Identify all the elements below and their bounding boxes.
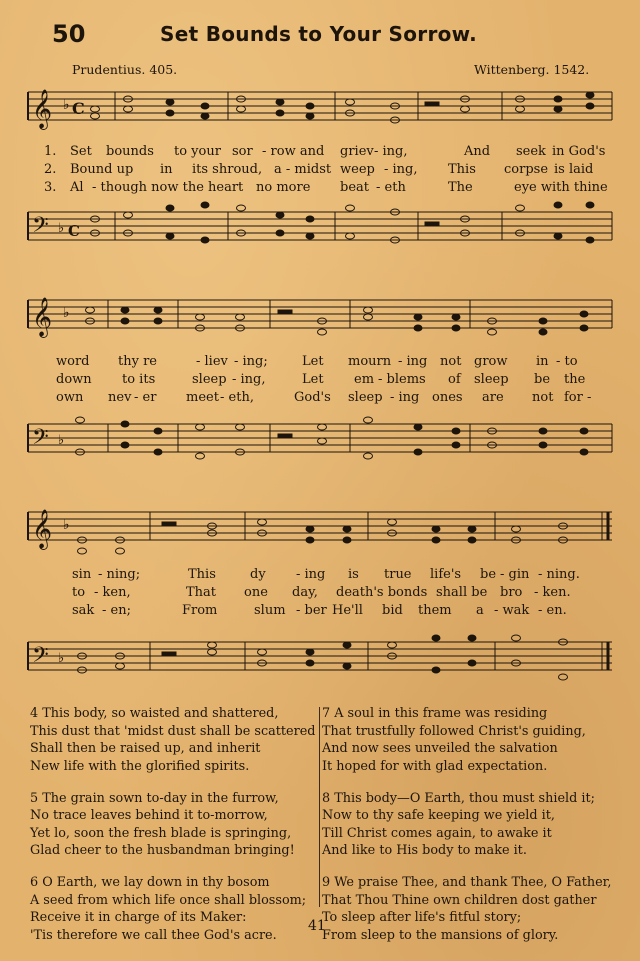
stanza-6 — [30, 874, 320, 944]
lyric-syllable: beat — [340, 180, 369, 195]
lyric-syllable: in God's — [552, 144, 606, 159]
lyric-syllable: - ken, — [94, 585, 131, 600]
lyric-line-3-verse-3 — [72, 603, 627, 621]
verse-number: 3. — [44, 180, 57, 195]
lyric-syllable: From — [182, 603, 218, 618]
lyric-syllable: sleep — [474, 372, 509, 387]
lyric-syllable: This — [188, 567, 216, 582]
stanza-line: Now to thy safe keeping we yield it, — [322, 808, 555, 823]
lyric-syllable: sleep — [348, 390, 383, 405]
lyric-syllable: This — [448, 162, 476, 177]
svg-text:𝄞: 𝄞 — [32, 297, 53, 337]
lyric-syllable: - row and — [262, 144, 325, 159]
lyric-syllable: And — [464, 144, 491, 159]
svg-text:♭: ♭ — [58, 221, 65, 236]
stanza-line: Yet lo, soon the fresh blade is springing, — [30, 825, 292, 841]
lyric-syllable: - ning. — [538, 567, 580, 582]
stanza-line: No trace leaves behind it to-morrow, — [30, 808, 268, 823]
stanza-line: 8 This body—O Earth, thou must shield it; — [322, 790, 595, 806]
stanza-line: 9 We praise Thee, and thank Thee, O Father, — [322, 875, 612, 890]
lyric-syllable: the — [564, 372, 586, 387]
lyric-line-1-verse-1 — [44, 144, 624, 162]
stanza-8 — [322, 790, 622, 860]
lyric-syllable: death's bonds — [336, 585, 428, 600]
lyric-syllable: life's — [430, 567, 462, 582]
lyric-syllable: Set — [70, 144, 92, 159]
lyric-syllable: thy re — [118, 354, 157, 369]
lyric-syllable: - liev — [196, 354, 228, 369]
lyric-syllable: - ing, — [232, 372, 266, 387]
treble-staff-system-3 — [0, 502, 640, 562]
lyric-syllable: seek — [516, 144, 546, 159]
svg-text:𝄢: 𝄢 — [32, 213, 49, 243]
svg-text:𝄢: 𝄢 — [32, 643, 49, 673]
stanza-line: That trustfully followed Christ's guiding, — [322, 723, 586, 739]
lyric-syllable: is laid — [554, 162, 594, 177]
author-credit: Prudentius. 405. — [72, 62, 178, 77]
hymn-title: Set Bounds to Your Sorrow. — [160, 22, 478, 46]
lyric-syllable: to your — [174, 144, 221, 159]
stanza-line: 4 This body, so waisted and shattered, — [30, 706, 279, 721]
lyric-syllable: day, — [292, 585, 318, 600]
bass-staff-system-1 — [0, 198, 640, 254]
lyric-syllable: dy — [250, 567, 266, 582]
lyric-syllable: sor — [232, 144, 253, 159]
lyric-syllable: - ber — [296, 603, 327, 618]
lyric-syllable: bro — [500, 585, 523, 600]
stanza-line: 5 The grain sown to-day in the furrow, — [30, 790, 279, 806]
verse-number: 2. — [44, 162, 57, 177]
stanza-7 — [322, 705, 622, 775]
svg-text:C: C — [72, 99, 85, 118]
lyric-syllable: meet — [186, 390, 219, 405]
lyric-syllable: not — [532, 390, 554, 405]
lyric-syllable: - eth, — [220, 390, 254, 405]
stanza-line: Shall then be raised up, and inherit — [30, 741, 261, 756]
stanza-line: 'Tis therefore we call thee God's acre. — [30, 927, 277, 943]
lyric-line-2-verse-2 — [56, 372, 626, 390]
stanza-line: Till Christ comes again, to awake it — [322, 825, 552, 841]
hymn-number: 50 — [52, 20, 86, 48]
lyric-syllable: Let — [302, 372, 324, 387]
lyric-syllable: Bound up — [70, 162, 134, 177]
stanza-line: This dust that 'midst dust shall be scattered — [30, 723, 316, 739]
lyric-syllable: - to — [556, 354, 578, 369]
stanza-line: 6 O Earth, we lay down in thy bosom — [30, 875, 270, 890]
lyric-syllable: - ing — [296, 567, 326, 582]
lyric-syllable: be — [480, 567, 497, 582]
stanza-line: Receive it in charge of its Maker: — [30, 910, 247, 925]
lyric-syllable: shall be — [436, 585, 488, 600]
lyric-syllable: are — [482, 390, 504, 405]
lyric-syllable: one — [244, 585, 268, 600]
lyric-syllable: The — [448, 180, 473, 195]
stanza-line: It hoped for with glad expectation. — [322, 758, 548, 774]
tune-credit: Wittenberg. 1542. — [474, 62, 590, 77]
lyric-syllable: - ken. — [534, 585, 571, 600]
lyric-syllable: not — [440, 354, 462, 369]
lyric-syllable: of — [448, 372, 461, 387]
stanza-line: 7 A soul in this frame was residing — [322, 706, 548, 721]
bass-staff-system-3 — [0, 620, 640, 692]
svg-text:♭: ♭ — [58, 651, 65, 666]
verse-number: 1. — [44, 144, 57, 159]
lyric-syllable: - ing — [398, 354, 428, 369]
lyric-syllable: down — [56, 372, 92, 387]
lyric-syllable: That — [186, 585, 217, 600]
lyric-syllable: to — [72, 585, 86, 600]
stanza-line: From sleep to the mansions of glory. — [322, 927, 559, 943]
lyric-line-3-verse-2 — [72, 585, 627, 603]
lyric-line-2-verse-3 — [56, 390, 626, 408]
lyric-syllable: own — [56, 390, 84, 405]
lyric-syllable: in — [536, 354, 549, 369]
lyric-syllable: a - midst — [274, 162, 332, 177]
lyric-syllable: sleep — [192, 372, 227, 387]
lyric-syllable: Let — [302, 354, 324, 369]
treble-staff-system-2 — [0, 290, 640, 350]
bass-staff-system-2 — [0, 408, 640, 474]
lyric-syllable: - en; — [102, 603, 131, 618]
svg-text:♭: ♭ — [58, 433, 65, 448]
lyric-syllable: for - — [564, 390, 592, 405]
svg-text:C: C — [68, 222, 80, 240]
lyric-syllable: - ing; — [234, 354, 268, 369]
stanza-line: And now sees unveiled the salvation — [322, 741, 558, 756]
svg-text:𝄞: 𝄞 — [32, 89, 53, 129]
lyric-syllable: God's — [294, 390, 331, 405]
lyric-syllable: to its — [122, 372, 156, 387]
lyric-line-3-verse-1 — [72, 567, 627, 585]
lyric-syllable: weep — [340, 162, 375, 177]
lyric-syllable: its shroud, — [192, 162, 263, 177]
lyric-syllable: is — [348, 567, 359, 582]
page-number: 41 — [308, 918, 326, 934]
lyric-syllable: nev — [108, 390, 132, 405]
stanzas-left-column — [30, 705, 320, 959]
lyric-syllable: em — [354, 372, 375, 387]
stanza-4 — [30, 705, 320, 775]
lyric-syllable: - ning; — [98, 567, 141, 582]
lyric-line-1-verse-2 — [44, 162, 624, 180]
lyric-syllable: bid — [382, 603, 403, 618]
lyric-syllable: no more — [256, 180, 311, 195]
lyric-syllable: ones — [432, 390, 463, 405]
lyric-syllable: sak — [72, 603, 95, 618]
stanza-line: A seed from which life once shall blossom; — [30, 892, 307, 908]
svg-text:♭: ♭ — [63, 517, 70, 533]
lyric-syllable: word — [56, 354, 90, 369]
stanza-line: To sleep after life's fitful story; — [322, 910, 522, 925]
lyric-syllable: - gin — [500, 567, 530, 582]
svg-text:♭: ♭ — [63, 305, 70, 321]
stanza-line: And like to His body to make it. — [322, 843, 527, 858]
lyric-syllable: sin — [72, 567, 92, 582]
lyric-syllable: - ing — [390, 390, 420, 405]
lyric-syllable: He'll — [332, 603, 363, 618]
svg-text:♭: ♭ — [63, 97, 70, 113]
lyric-syllable: - ing, — [384, 162, 418, 177]
lyric-syllable: - wak — [494, 603, 530, 618]
lyric-syllable: a — [476, 603, 484, 618]
svg-text:𝄞: 𝄞 — [32, 509, 53, 549]
lyric-line-2-verse-1 — [56, 354, 626, 372]
lyric-syllable: - though now the heart — [92, 180, 244, 195]
lyric-syllable: them — [418, 603, 452, 618]
lyric-syllable: bounds — [106, 144, 154, 159]
stanza-line: That Thou Thine own children dost gather — [322, 892, 597, 908]
lyric-syllable: slum — [254, 603, 286, 618]
lyric-syllable: eye with thine — [514, 180, 608, 195]
lyric-syllable: true — [384, 567, 412, 582]
stanza-9 — [322, 874, 622, 944]
lyric-syllable: - blems — [378, 372, 426, 387]
stanza-5 — [30, 790, 320, 860]
lyric-syllable: in — [160, 162, 173, 177]
lyric-syllable: mourn — [348, 354, 392, 369]
lyric-syllable: - ing, — [374, 144, 408, 159]
lyric-syllable: - er — [134, 390, 157, 405]
lyric-syllable: Al — [70, 180, 84, 195]
lyric-syllable: - eth — [376, 180, 406, 195]
lyric-syllable: griev — [340, 144, 374, 159]
lyric-syllable: corpse — [504, 162, 549, 177]
stanzas-right-column — [322, 705, 622, 959]
lyric-line-1-verse-3 — [44, 180, 624, 198]
column-divider — [319, 707, 320, 907]
svg-text:𝄢: 𝄢 — [32, 425, 49, 455]
lyric-syllable: grow — [474, 354, 508, 369]
lyric-syllable: - en. — [538, 603, 567, 618]
lyric-syllable: be — [534, 372, 551, 387]
stanza-line: New life with the glorified spirits. — [30, 758, 250, 774]
stanza-line: Glad cheer to the husbandman bringing! — [30, 843, 295, 858]
